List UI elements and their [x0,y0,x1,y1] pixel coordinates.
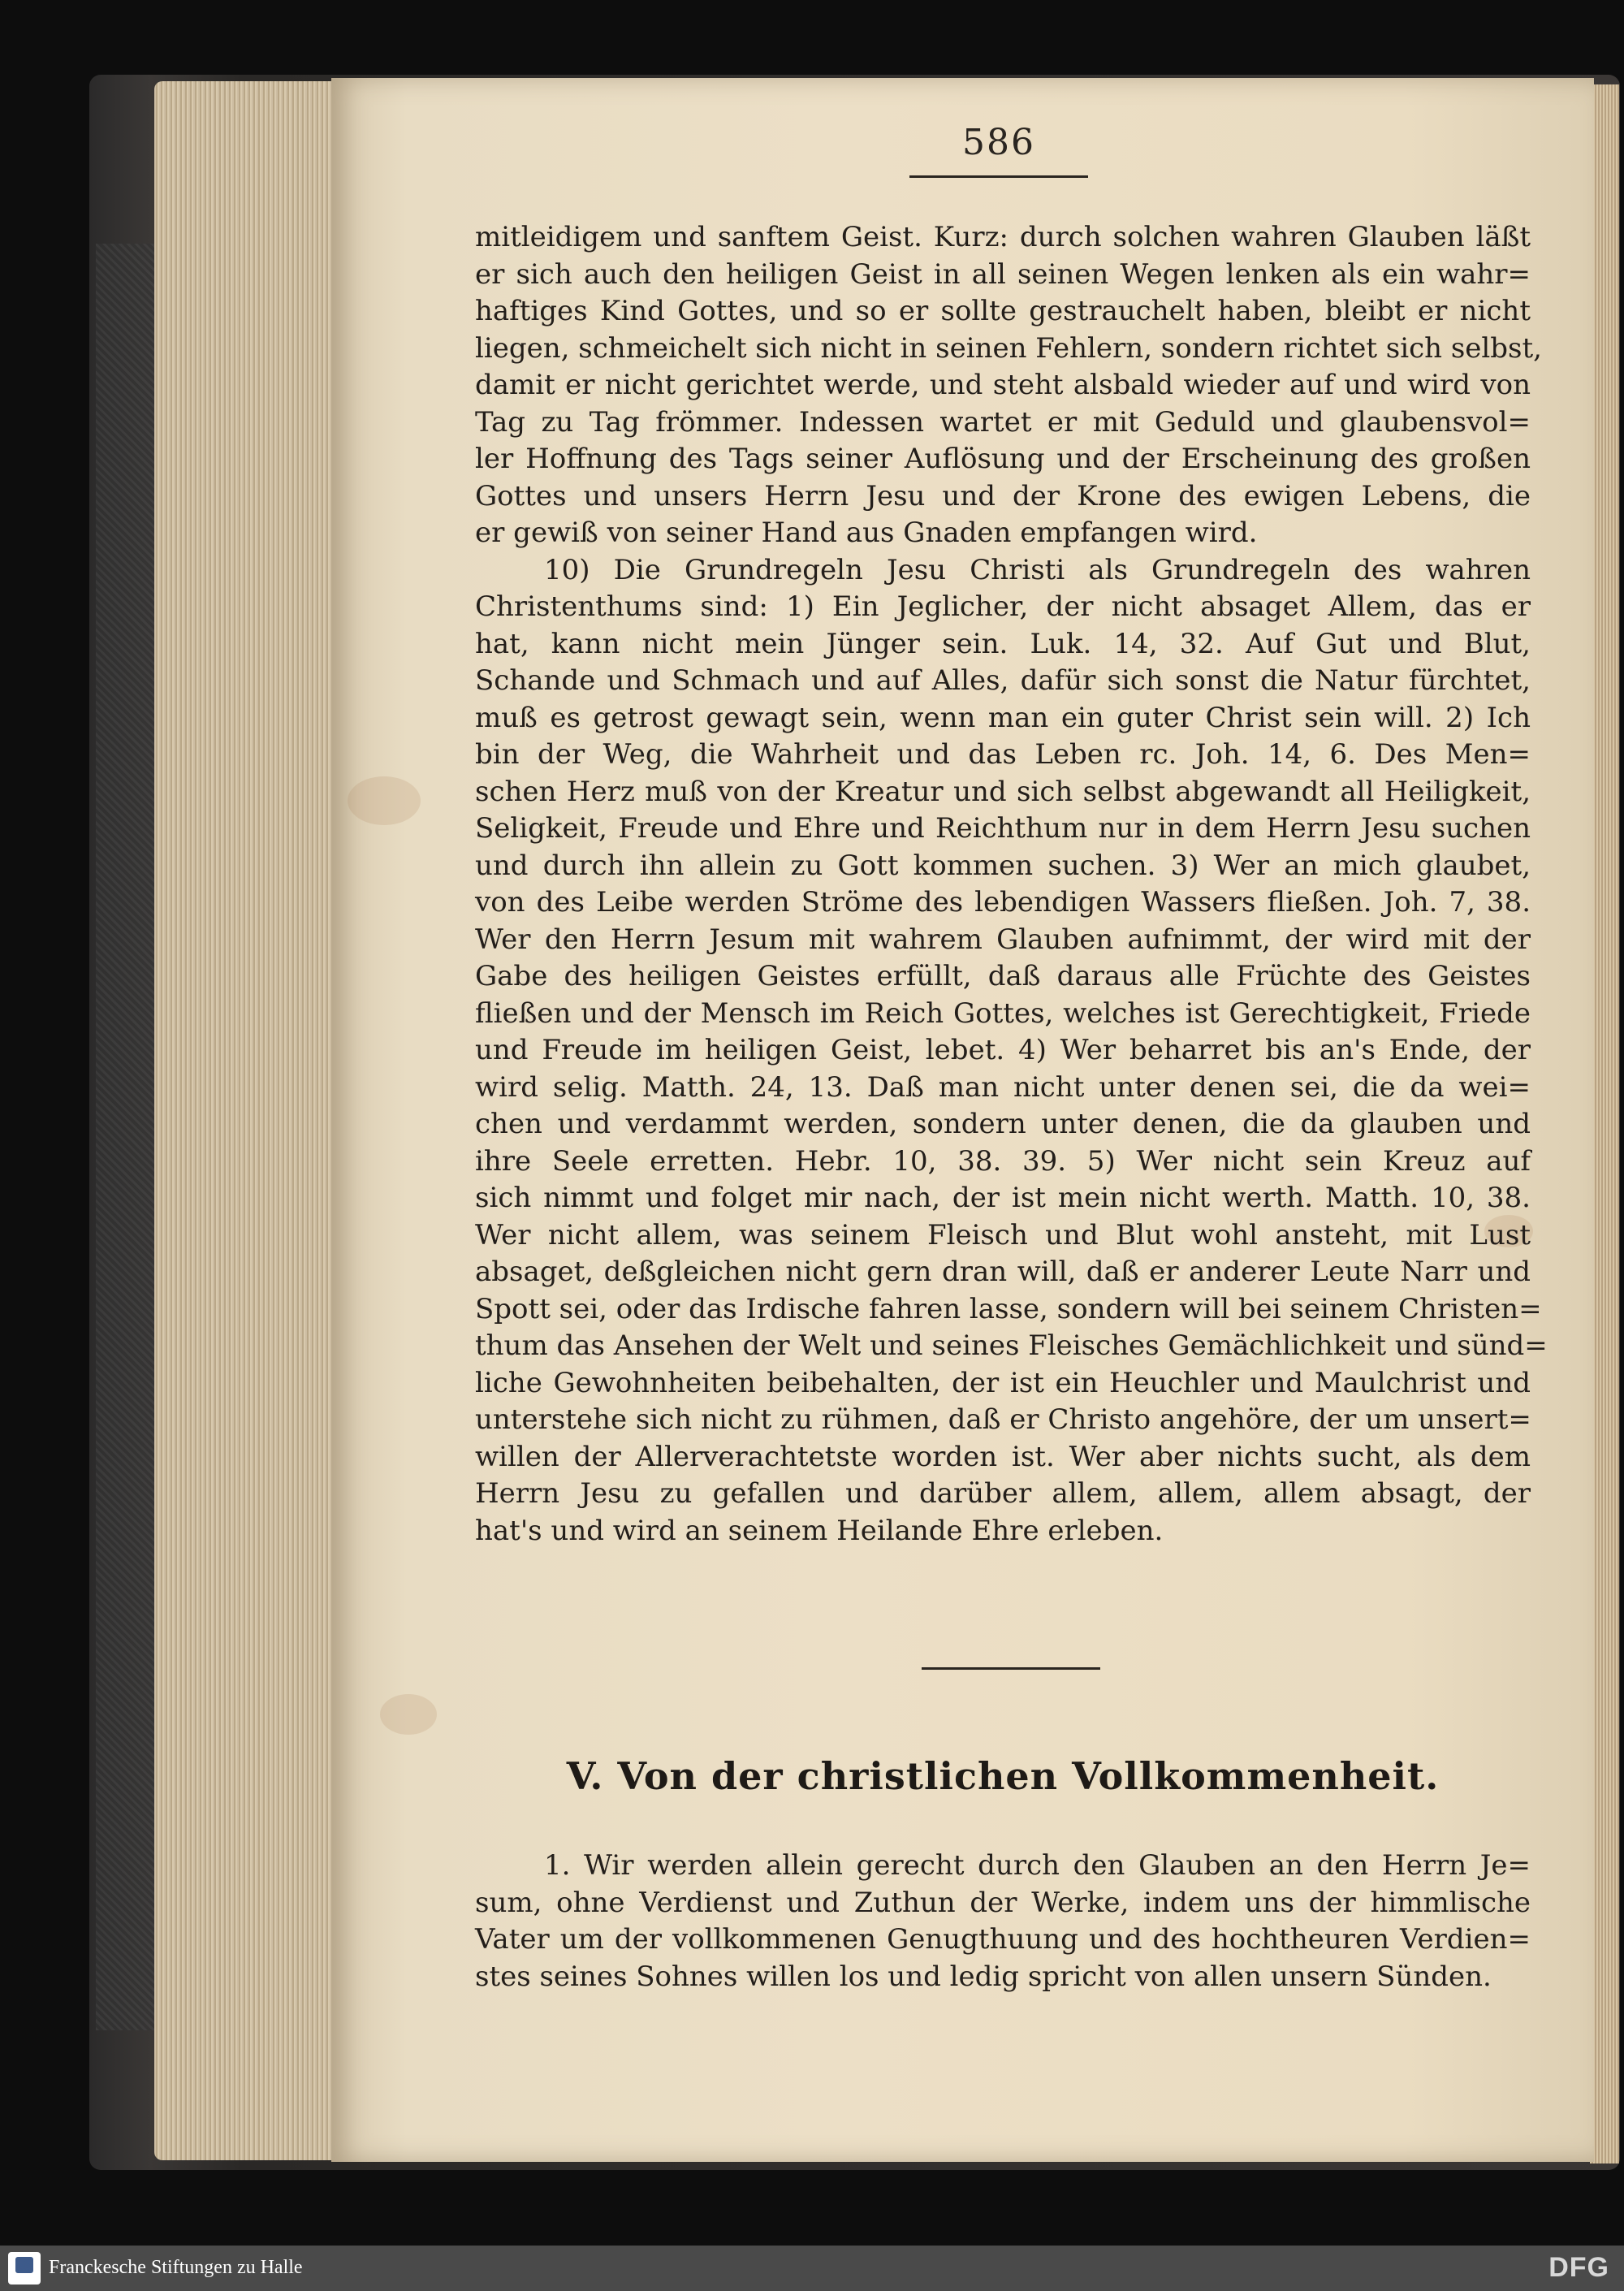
text-line: Christenthums sind: 1) Ein Jeglicher, der nicht absaget Allem, das er [475,590,1531,623]
page-edges-left [154,81,341,2160]
text-line: bin der Weg, die Wahrheit und das Leben rc. Joh. 14, 6. Des Men= [475,738,1531,771]
text-line: Herrn Jesu zu gefallen und darüber allem, allem, allem absagt, der [475,1477,1531,1510]
text-line: unterstehe sich nicht zu rühmen, daß er Christo angehöre, der um unsert= [475,1403,1531,1436]
text-line: und Freude im heiligen Geist, lebet. 4) Wer beharret bis an's Ende, der [475,1034,1531,1066]
text-line: Vater um der vollkommenen Genugthuung und des hochtheuren Verdien= [475,1923,1531,1956]
text-line: sich nimmt und folget mir nach, der ist mein nicht werth. Matth. 10, 38. [475,1182,1531,1214]
text-line: stes seines Sohnes willen los und ledig spricht von allen unsern Sünden. [475,1960,1492,1993]
text-line: fließen und der Mensch im Reich Gottes, welches ist Gerechtigkeit, Friede [475,996,1531,1030]
text-line: wird selig. Matth. 24, 13. Daß man nicht unter denen sei, die da wei= [475,1070,1531,1104]
body-text-top [475,219,1548,1550]
section-divider [922,1667,1100,1670]
dfg-logo: DFG [1548,2252,1609,2283]
text-line: hat's und wird an seinem Heilande Ehre erleben. [475,1514,1164,1547]
text-line: und durch ihn allein zu Gott kommen suchen. 3) Wer an mich glaubet, [475,849,1531,882]
text-line: 1. Wir werden allein gerecht durch den Glauben an den Herrn Je= [544,1849,1531,1882]
text-line: ihre Seele erretten. Hebr. 10, 38. 39. 5) Wer nicht sein Kreuz auf [475,1144,1531,1178]
page-number: 586 [962,122,1035,163]
section-heading: V. Von der christlichen Vollkommenheit. [566,1754,1440,1798]
text-line: Gottes und unsers Herrn Jesu und der Krone des ewigen Lebens, die [475,479,1531,512]
page-edges-right [1590,84,1619,2163]
text-line: haftiges Kind Gottes, und so er sollte gestrauchelt haben, bleibt er nicht [475,295,1531,327]
text-line: er gewiß von seiner Hand aus Gnaden empfangen wird. [475,517,1258,549]
text-line: hat, kann nicht mein Jünger sein. Luk. 14, 32. Auf Gut und Blut, [475,627,1531,660]
text-line: Schande und Schmach und auf Alles, dafür sich sonst die Natur fürchtet, [475,664,1531,697]
text-line: 10) Die Grundregeln Jesu Christi als Grundregeln des wahren [544,553,1531,586]
text-line: von des Leibe werden Ströme des lebendigen Wassers fließen. Joh. 7, 38. [475,886,1531,919]
text-line: thum das Ansehen der Welt und seines Fleisches Gemächlichkeit und sünd= [475,1329,1548,1362]
text-line: chen und verdammt werden, sondern unter denen, die da glauben und [475,1108,1531,1140]
institution-logo-icon [8,2252,41,2285]
text-line: Wer den Herrn Jesum mit wahrem Glauben aufnimmt, der wird mit der [475,923,1531,956]
text-line: Tag zu Tag frömmer. Indessen wartet er mit Geduld und glaubensvol= [475,405,1531,439]
text-line: Spott sei, oder das Irdische fahren lasse, sondern will bei seinem Christen= [475,1292,1542,1325]
text-line: schen Herz muß von der Kreatur und sich selbst abgewandt all Heiligkeit, [475,775,1531,808]
text-line: sum, ohne Verdienst und Zuthun der Werke, indem uns der himmlische [475,1886,1531,1919]
paragraph-10 [475,552,1548,1550]
text-line: Gabe des heiligen Geistes erfüllt, daß daraus alle Früchte des Geistes [475,960,1531,992]
text-line: liegen, schmeichelt sich nicht in seinen Fehlern, sondern richtet sich selbst, [475,331,1542,365]
page-number-underline [909,175,1088,178]
paper-stain [348,776,421,825]
text-line: muß es getrost gewagt sein, wenn man ein guter Christ sein will. 2) Ich [475,701,1531,734]
text-line: liche Gewohnheiten beibehalten, der ist ein Heuchler und Maulchrist und [475,1366,1531,1399]
cover-texture [96,244,161,2030]
text-line: willen der Allerverachtetste worden ist. Wer aber nichts sucht, als dem [475,1440,1531,1473]
text-line: ler Hoffnung des Tags seiner Auflösung und der Erscheinung des großen [475,443,1531,475]
text-line: er sich auch den heiligen Geist in all seinen Wegen lenken als ein wahr= [475,257,1531,291]
text-line: absaget, deßgleichen nicht gern dran will, daß er anderer Leute Narr und [475,1256,1531,1288]
paragraph-1 [475,1848,1531,1995]
institution-name: Franckesche Stiftungen zu Halle [49,2257,303,2278]
viewer-footer [0,2246,1624,2291]
text-line: mitleidigem und sanftem Geist. Kurz: durch solchen wahren Glauben läßt [475,221,1531,253]
text-line: Seligkeit, Freude und Ehre und Reichthum nur in dem Herrn Jesu suchen [475,812,1531,845]
paragraph-continued [475,219,1542,552]
text-line: Wer nicht allem, was seinem Fleisch und Blut wohl ansteht, mit Lust [475,1218,1531,1251]
text-line: damit er nicht gerichtet werde, und steht alsbald wieder auf und wird von [475,369,1531,401]
body-text-bottom [475,1848,1531,1995]
paper-stain [380,1694,437,1735]
